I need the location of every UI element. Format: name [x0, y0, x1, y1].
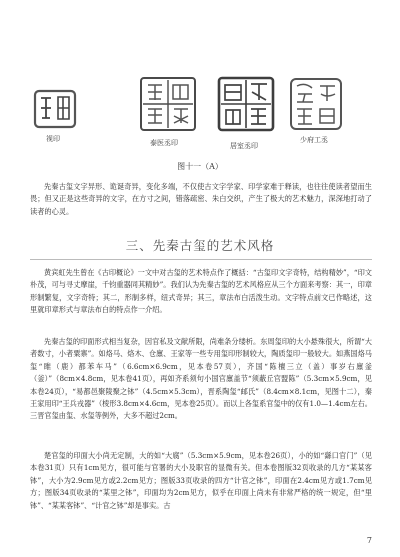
paragraph-1: 先秦古玺文字异形、诡诞奇异，变化多端，不仅使古文字学家、印学家难于释读，也往往使读者望而生畏；但又正是这些奇异的文字，在方寸之间，错落疏密、朱白交织，产生了极大的艺术魅力，深深地打动了读者的心灵。: [30, 182, 372, 216]
paragraph-2: 黄宾虹先生曾在《古印概论》一文中对古玺的艺术特点作了概括：“古玺印文字奇特，结构精妙”，“印文朴茂，可与寻丈摩崖，千钧重器同其精妙”。我们认为先秦古玺的艺术风格应从三个方面来考察：其一，印章形制繁复，文字奇特；其二，形制多样，纽式奇异；其三，章法布白活泼生动。文字特点前文已作略述，这里就印章形式与章法布白的特点作一介绍。: [30, 268, 372, 315]
seal-caption-2: 泰医丞印: [150, 139, 178, 147]
figure-caption: 图十一（A）: [177, 162, 223, 171]
seal-image-3: [216, 75, 276, 133]
seal-caption-3: 居室丞印: [230, 142, 258, 150]
seal-image-2: [138, 75, 198, 133]
seal-image-4: [288, 76, 344, 132]
seal-caption-1: 视印: [46, 135, 60, 143]
section-heading: 三、先秦古玺的艺术风格: [125, 238, 275, 253]
paragraph-3: 先秦古玺的印面形式相当复杂，因官私及文献所限，尚难条分缕析。东周玺印的大小悬殊很大，所谓“大者数寸，小者粟寨”。如烙马、烙木、仓廪、王家等一些专用玺印形制较大，陶质玺印一般较大。如燕国烙马玺“睢（鹿）都苯车马”（6.6cm×6.9cm，见本卷57页），齐国“陈檀三立（盖）事岁右廪釜（釜）”（8cm×4.8cm，见本卷41页），再如齐系须句小国官廪盖节“须蔽丘官盟陈”（5.3cm×5.9cm，见本卷24页），“易都邑聚陵聚之钵”（4.5cm×5.3cm），晋系陶玺“邮氏”（8.4cm×8.1cm，见图十二），秦王家用印“王兵戎器”（棱形3.8cm×4.6cm，见本卷25页）。而以上各玺系官玺中的仅有1.0—1.4cm左右。三晋官玺由玺、水玺等例外，大多不超过2cm。: [30, 337, 372, 421]
seal-image-1: [32, 88, 78, 130]
seal-caption-4: 少府工丞: [300, 136, 328, 144]
seal-figure-row: [0, 0, 400, 160]
page-number: 7: [366, 536, 372, 545]
heading-divider: [30, 259, 372, 260]
paragraph-4: 楚官玺的印面大小尚无定制，大的如“大腐”（5.3cm×5.9cm，见本卷26页），小的如“繇口官门”（见本卷31页）只有1cm见方，很可能与官署的大小及职官的显微有关。但本卷图版32页收录的几方“某某客钵”，大小为2.9cm见方或2.2cm见方；图版33页收录的四方“计官之钵”，印面在2.4cm见方或1.7cm见方；图版34页收录的“某里之钵”，印面均为2cm见方，似乎在印面上尚未有非常严格的统一规定，但“里钵”、“某某客钵”、“计官之钵”却是事实。古: [30, 451, 372, 510]
